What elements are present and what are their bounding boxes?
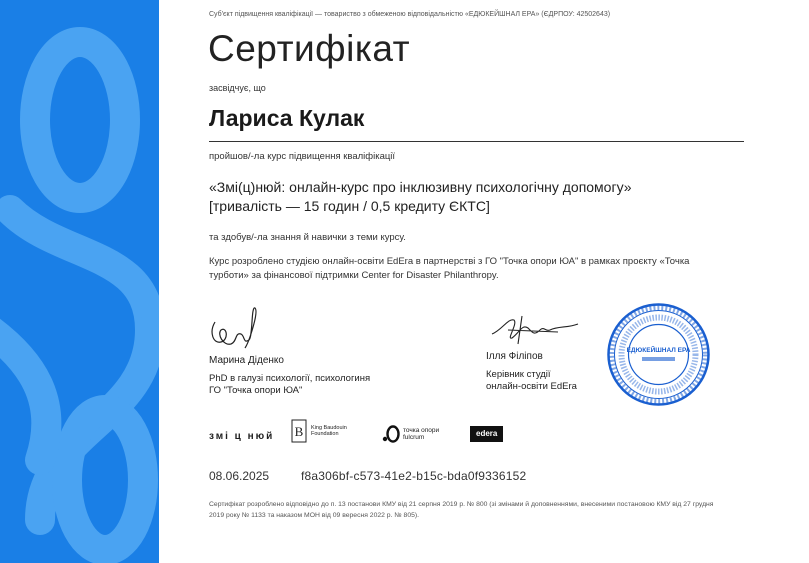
band-pattern — [0, 0, 159, 563]
edera-logo: edera — [470, 426, 503, 442]
king-baudouin-icon — [291, 419, 307, 443]
certifies-text: засвідчує, що — [209, 83, 266, 93]
signatory-1-role: PhD в галузі психології, психологиня ГО "Точка опори ЮА" — [209, 373, 371, 396]
course-title: «Змі(ц)нюй: онлайн-курс про інклюзивну психологічну допомогу» — [209, 179, 632, 195]
signature-didenko — [207, 302, 267, 354]
signatory-2-role: Керівник студії онлайн-освіти EdEra — [486, 369, 577, 392]
course-details: [тривалість — 15 годин / 0,5 кредиту ЄКТС] — [209, 198, 490, 214]
issuer-line: Суб'єкт підвищення кваліфікації — товариство з обмеженою відповідальністю «ЕДЮКЕЙШНАЛ ЕРА» (ЄДРПОУ: 42502643) — [209, 11, 611, 18]
issue-date: 08.06.2025 — [209, 469, 270, 483]
zmitsnyuy-logo: змі ц нюй — [209, 431, 275, 442]
stamp-text: ЕДЮКЕЙШНАЛ ЕРА — [626, 347, 691, 354]
course-block — [209, 178, 769, 216]
name-divider — [209, 141, 744, 142]
completed-text: пройшов/-ла курс підвищення кваліфікації — [209, 151, 396, 162]
svg-text:B: B — [294, 424, 304, 439]
tochka-opory-logo: точка опори fulcrum — [382, 425, 439, 443]
signature-filipov — [488, 310, 583, 348]
legal-footnote: Сертифікат розроблено відповідно до п. 13 постанови КМУ від 21 серпня 2019 р. № 800 (зі змінами й доповненнями, внесеними постановою КМУ від 27 грудня 2019 року № 1133 та наказом МОН від 09 вересня 2022 р. № 805). — [209, 501, 714, 519]
tochka-opory-icon — [382, 425, 400, 443]
king-baudouin-logo: B King Baudouin Foundation — [291, 419, 347, 443]
certificate-title: Сертифікат — [208, 28, 411, 69]
developed-by-text: Курс розроблено студією онлайн-освіти EdEra в партнерстві з ГО "Точка опори ЮА" в рамках проєкту «Точка турботи» за фінансової підтримки Center for Disaster Philanthropy. — [209, 256, 690, 281]
recipient-name: Лариса Кулак — [209, 105, 365, 131]
gained-text: та здобув/-ла знання й навички з теми курсу. — [209, 232, 406, 243]
official-stamp — [606, 302, 711, 407]
decorative-band — [0, 0, 159, 563]
certificate-code: f8a306bf-c573-41e2-b15c-bda0f9336152 — [301, 469, 527, 483]
signatory-1-name: Марина Діденко — [209, 355, 284, 366]
signatory-2-name: Ілля Філіпов — [486, 351, 543, 362]
